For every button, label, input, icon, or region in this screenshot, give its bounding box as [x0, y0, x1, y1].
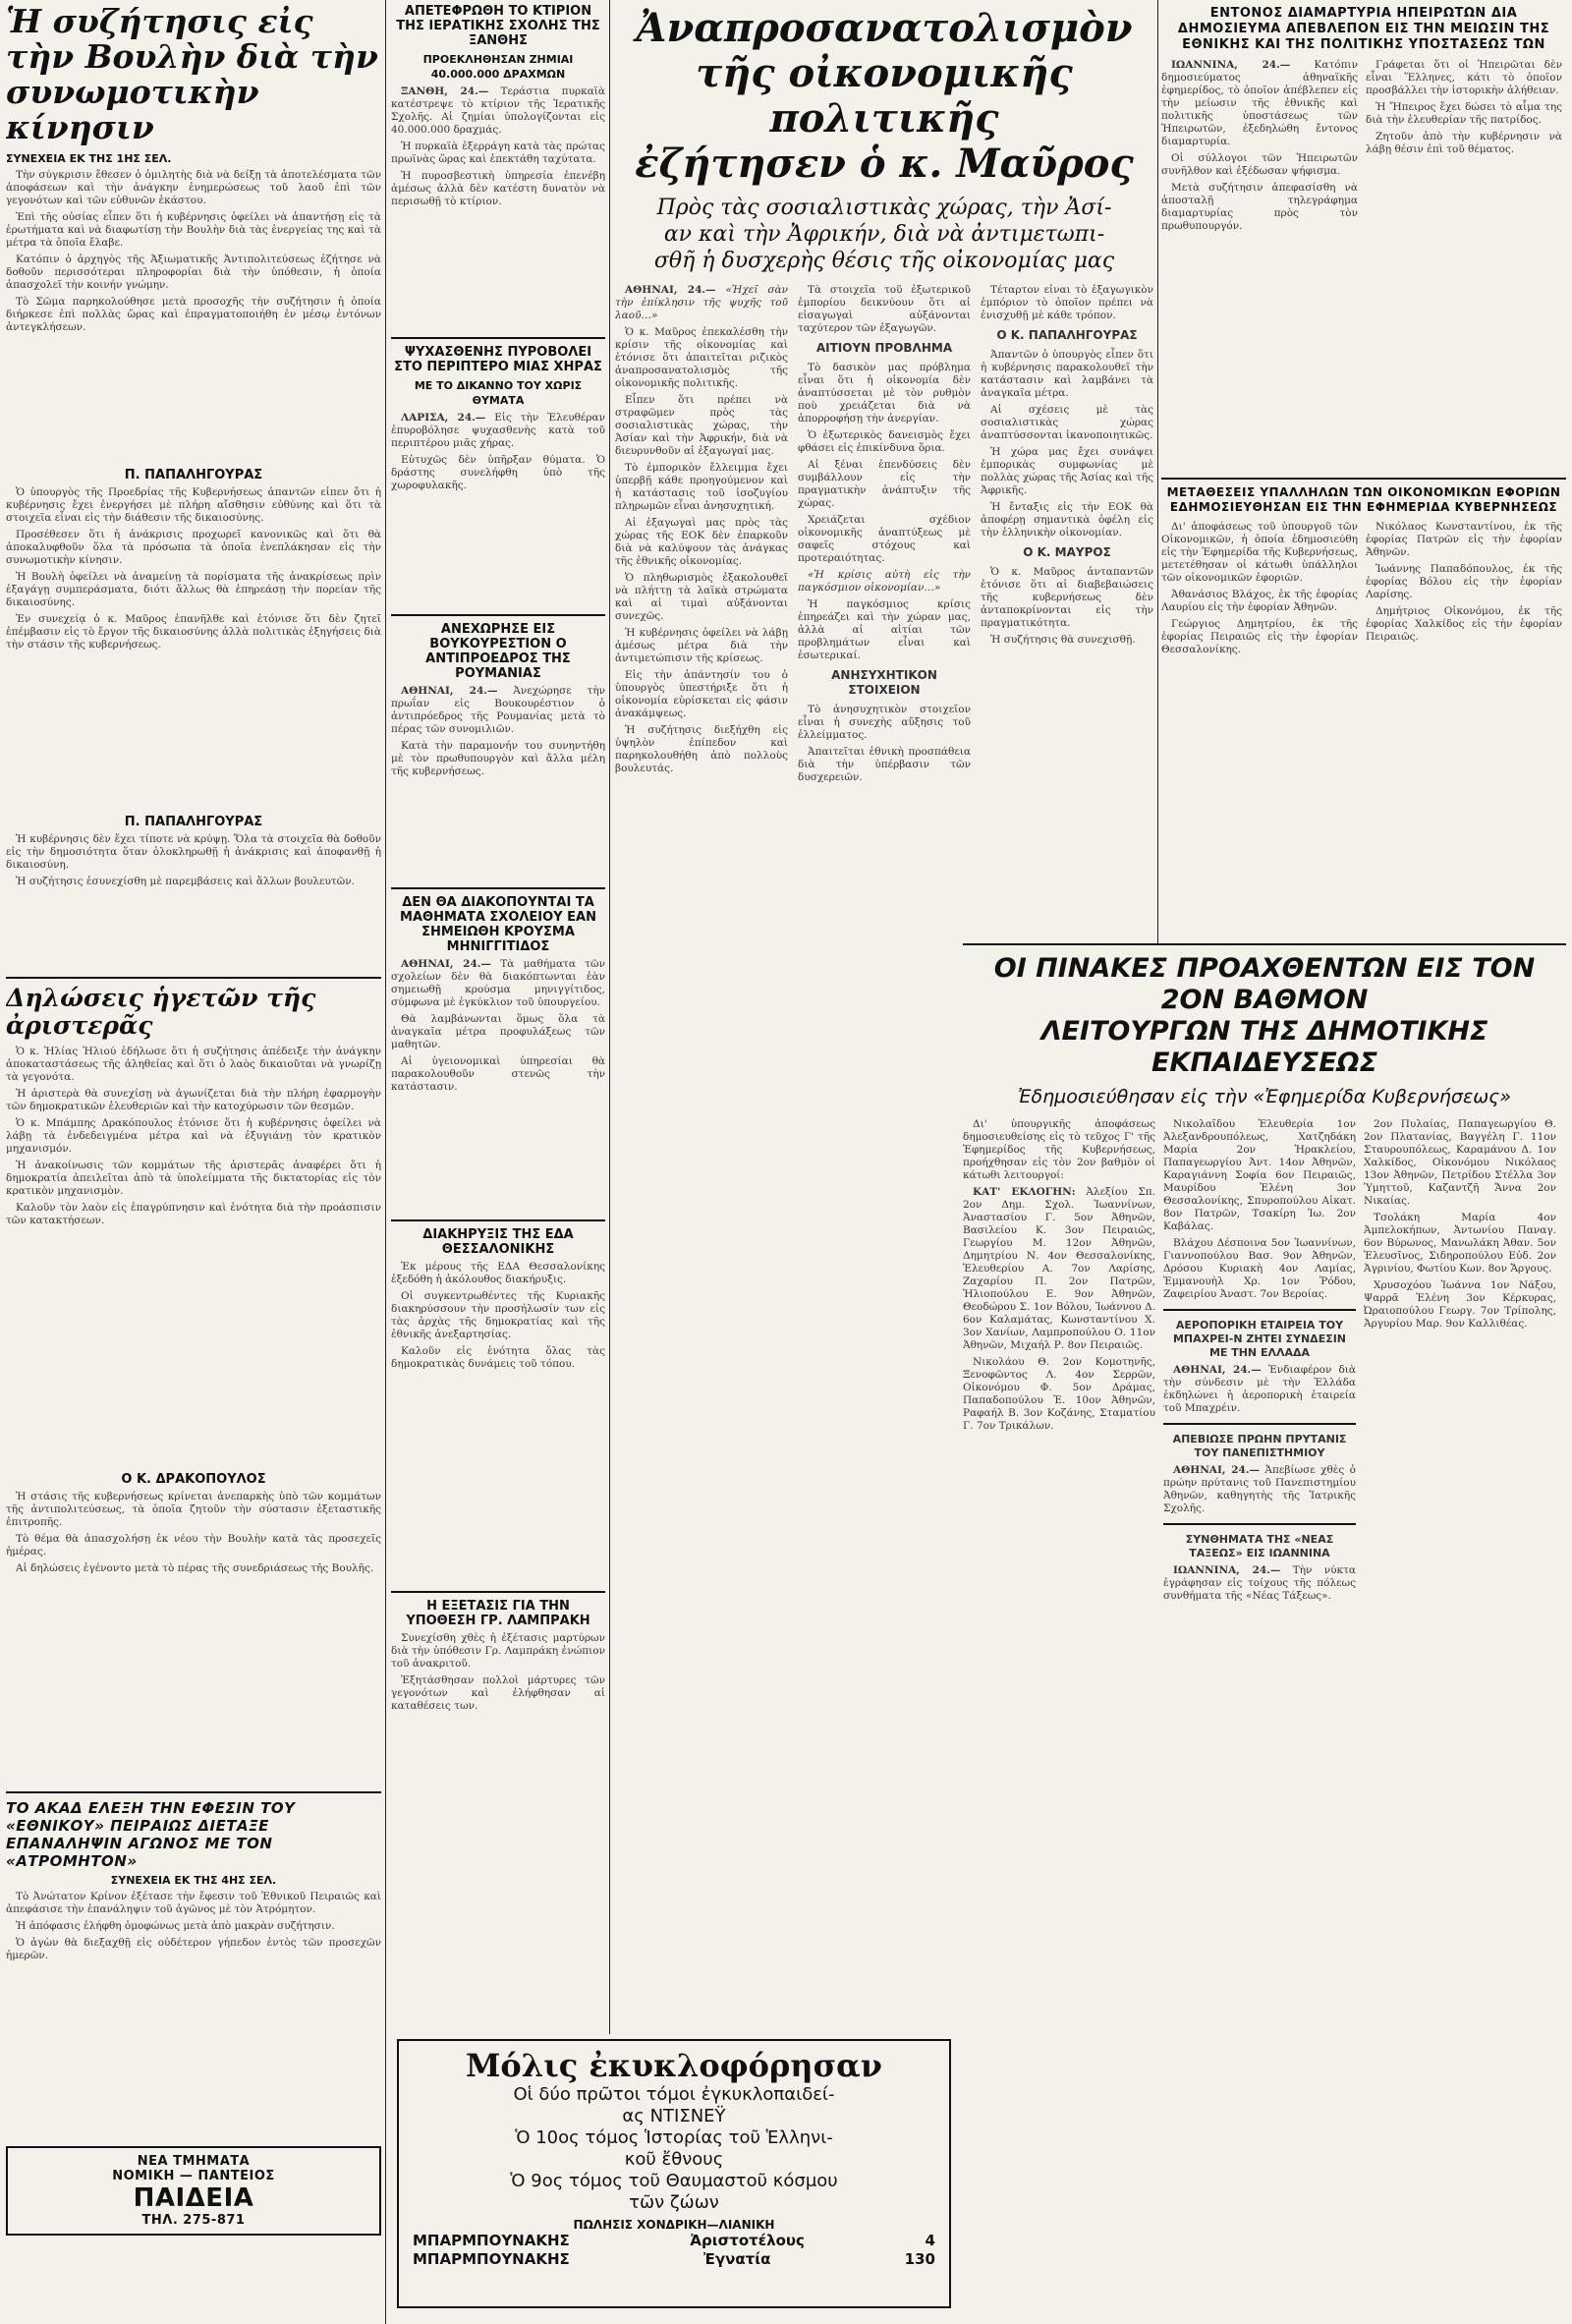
- book-ad-title: Μόλις ἐκυκλοφόρησαν: [466, 2047, 882, 2084]
- lambrakis-headline: Η ΕΞΕΤΑΣΙΣ ΓΙΑ ΤΗΝ ΥΠΟΘΕΣΗ ΓΡ. ΛΑΜΠΡΑΚΗ: [406, 1599, 590, 1628]
- rally-headline: ΣΥΝΘΗΜΑΤΑ ΤΗΣ «ΝΕΑΣ ΤΑΞΕΩΣ» ΕΙΣ ΙΩΑΝΝΙΝΑ: [1185, 1533, 1334, 1559]
- left-article-text-4: Ὁ κ. Ἠλίας Ἠλιού ἐδήλωσε ὅτι ἡ συζήτησις ἀπέδειξε τὴν ἀνάγκην ἀποκαταστάσεως τῆς ἀληθείας καὶ ὅτι ὁ λαὸς δικαιοῦται νὰ γνωρίζῃ τὰ γεγονότα. Ἡ ἀριστερὰ θὰ συνεχίσῃ νὰ ἀγωνίζεται διὰ τὴν πλήρη ἐφαρμογὴν τῶν δημοκρατικῶν ἐλευθεριῶν καὶ τὴν κατοχύρωσιν τῶν θεσμῶν. Ὁ κ. Μπάμπης Δρακόπουλος ἐτόνισε ὅτι ἡ κυβέρνησις ὀφείλει νὰ λάβῃ τὰ ἐνδεδειγμένα μέτρα καὶ νὰ ἐξυγιάνῃ τὸν κρατικὸν μηχανισμόν. Ἡ ἀνακοίνωσις τῶν κομμάτων τῆς ἀριστερᾶς ἀναφέρει ὅτι ἡ δημοκρατία ἀπειλεῖται ἀπὸ τὰ ὑπολείμματα τῆς δικτατορίας εἰς τὸν κρατικὸν μηχανισμὸν. Καλοῦν τὸν λαὸν εἰς ἐπαγρύπνησιν καὶ ἑνότητα διὰ τὴν προάσπισιν τῶν κατακτήσεων.: [6, 1046, 381, 1226]
- left-article-text-3: Ἡ κυβέρνησις δὲν ἔχει τίποτε νὰ κρύψῃ. Ὅλα τὰ στοιχεῖα θὰ δοθοῦν εἰς τὴν δημοσιότητα ὅταν ὁλοκληρωθῇ ἡ ἀνάκρισις καὶ ἀποφανθῇ ἡ δικαιοσύνη. Ἡ συζήτησις ἐσυνεχίσθη μὲ παρεμβάσεις καὶ ἄλλων βουλευτῶν.: [6, 833, 381, 887]
- fire-subhead: ΠΡΟΕΚΛΗΘΗΣΑΝ ΖΗΜΙΑΙ 40.000.000 ΔΡΑΧΜΩΝ: [422, 53, 574, 81]
- lambrakis-text: Συνεχίσθη χθὲς ἡ ἐξέτασις μαρτύρων διὰ τὴν ὑπόθεσιν Γρ. Λαμπράκη ἐνώπιον τοῦ ἀνακριτοῦ. Ἐξητάσθησαν πολλοὶ μάρτυρες τῶν γεγονότων καὶ ἐλήφθησαν αἱ καταθέσεις των.: [391, 1632, 605, 1712]
- right-top: [1161, 0, 1566, 943]
- promotion-list-col3: 2ον Πυλαίας, Παπαγεωργίου Θ. 2ον Πλατανίας, Βαγγέλη Γ. 11ον Σταυρουπόλεως, Καραμάνου Δ. 1ον Χαλκίδος, Οἰκονόμου Νικόλαος 13ον Ἀθηνῶν, Πετρίδου Στέλλα 3ον Ὑμηττοῦ, Καζαντζῆ Ἄννα 2ον Νικαίας. Τσολάκη Μαρία 4ον Ἀμπελοκήπων, Ἀντωνίου Παναγ. 6ον Βύρωνος, Μανωλάκη Ἀθαν. 5ον Ἐλευσῖνος, Σιδηροπούλου Εὐδ. 2ον Ἀγρινίου, Φωτίου Κων. 8ον Ἄργους. Χρυσοχόου Ἰωάννα 1ον Νάξου, Ψαρρᾶ Ἐλένη 3ον Κέρκυρας, Ὠραιοπούλου Γεωργ. 7ον Τρίπολης, Ἀργυρίου Μαρ. 9ον Καλλιθέας.: [1364, 1118, 1556, 1330]
- main-text-col3: Τέταρτον εἶναι τὸ ἐξαγωγικὸν ἐμπόριον τὸ ὁποῖον πρέπει νὰ ἐνισχυθῇ μὲ κάθε τρόπον. Ο Κ. ΠΑΠΑΛΗΓΟΥΡΑΣ Ἀπαντῶν ὁ ὑπουργὸς εἶπεν ὅτι ἡ κυβέρνησις παρακολουθεῖ τὴν κατάστασιν καὶ λαμβάνει τὰ ἀναγκαῖα μέτρα. Αἱ σχέσεις μὲ τὰς σοσιαλιστικὰς χώρας ἀναπτύσσονται ἱκανοποιητικῶς. Ἡ χώρα μας ἔχει συνάψει ἐμπορικὰς συμφωνίας μὲ πολλὰς χώρας τῆς Ἀσίας καὶ τῆς Ἀφρικῆς. Ἡ ἔνταξις εἰς τὴν ΕΟΚ θὰ ἀποφέρῃ σημαντικὰ ὀφέλη εἰς τὴν ἑλληνικὴν οἰκονομίαν. Ο Κ. ΜΑΥΡΟΣ Ὁ κ. Μαῦρος ἀνταπαντῶν ἐτόνισε ὅτι αἱ διαβεβαιώσεις τῆς κυβερνήσεως δὲν ἀνταποκρίνονται εἰς τὴν πραγματικότητα. Ἡ συζήτησις θὰ συνεχισθῇ.: [981, 284, 1153, 646]
- school-ad-line3: ΠΑΙΔΕΙΑ: [133, 2183, 254, 2213]
- rector-dateline: ΑΘΗΝΑΙ, 24.—: [1173, 1464, 1261, 1476]
- school-ad-line4: ΤΗΛ. 275-871: [141, 2213, 246, 2228]
- left-speaker-d: Ο Κ. ΔΡΑΚΟΠΟΥΛΟΣ: [121, 1472, 266, 1487]
- main-text-col2: Τὰ στοιχεῖα τοῦ ἐξωτερικοῦ ἐμπορίου δεικνύουν ὅτι αἱ εἰσαγωγαὶ αὐξάνονται ταχύτερον τῶν ἐξαγωγῶν. ΑΙΤΙΟΥΝ ΠΡΟΒΛΗΜΑ Τὸ δασικὸν μας πρόβλημα εἶναι ὅτι ἡ οἰκονομία δὲν ἀναπτύσσεται μὲ τὸν ρυθμὸν ποὺ χρειάζεται διὰ νὰ ἀπορροφήσῃ τὴν ἀνεργίαν. Ὁ ἐξωτερικὸς δανεισμὸς ἔχει φθάσει εἰς ἐπικίνδυνα ὅρια. Αἱ ξέναι ἐπενδύσεις δὲν συμβάλλουν εἰς τὴν πραγματικὴν ἀνάπτυξιν τῆς χώρας. Χρειάζεται σχέδιον οἰκονομικῆς ἀναπτύξεως μὲ σαφεῖς στόχους καὶ προτεραιότητας. «Ἡ κρίσις αὐτὴ εἰς τὴν παγκόσμιον οἰκονομίαν…» Ἡ παγκόσμιος κρίσις ἐπηρεάζει καὶ τὴν χώραν μας, ἀλλὰ αἱ αἰτίαι τῶν προβλημάτων εἶναι καὶ ἐσωτερικαί. ΑΝΗΣΥΧΗΤΙΚΟΝ ΣΤΟΙΧΕΙΟΝ Τὸ ἀνησυχητικὸν στοιχεῖον εἶναι ἡ συνεχὴς αὔξησις τοῦ ἐλλείμματος. Ἀπαιτεῖται ἐθνικὴ προσπάθεια διὰ τὴν ὑπέρβασιν τῶν δυσχερειῶν.: [798, 284, 971, 783]
- book-ad-shop2-no: 130: [904, 2250, 935, 2268]
- promotion-headline-line2: ΛΕΙΤΟΥΡΓΩΝ ΤΗΣ ΔΗΜΟΤΙΚΗΣ ΕΚΠΑΙΔΕΥΣΕΩΣ: [1040, 1016, 1488, 1078]
- transfers-text-col1: Δι' ἀποφάσεως τοῦ ὑπουργοῦ τῶν Οἰκονομικῶν, ἡ ὁποία ἐδημοσιεύθη εἰς τὴν Ἐφημερίδα τῆς Κυβερνήσεως, μετετέθησαν οἱ κάτωθι ὑπάλληλοι τῶν οἰκονομικῶν ἐφοριῶν. Ἀθανάσιος Βλάχος, ἐκ τῆς ἐφορίας Λαυρίου εἰς τὴν ἐφορίαν Ἀθηνῶν. Γεώργιος Δημητρίου, ἐκ τῆς ἐφορίας Πειραιῶς εἰς τὴν ἐφορίαν Θεσσαλονίκης.: [1161, 521, 1358, 655]
- romania-headline: ΑΝΕΧΩΡΗΣΕ ΕΙΣ ΒΟΥΚΟΥΡΕΣΤΙΟΝ Ο ΑΝΤΙΠΡΟΕΔΡΟΣ ΤΗΣ ΡΟΥΜΑΝΙΑΣ: [425, 622, 571, 681]
- promotion-section: [963, 943, 1566, 2324]
- fire-dateline: ΞΑΝΘΗ, 24.—: [401, 85, 489, 97]
- transfers-headline: ΜΕΤΑΘΕΣΕΙΣ ΥΠΑΛΛΗΛΩΝ ΤΩΝ ΟΙΚΟΝΟΜΙΚΩΝ ΕΦΟΡΙΩΝ ΕΔΗΜΟΣΙΕΥΘΗΣΑΝ ΕΙΣ ΤΗΝ ΕΦΗΜΕΡΙΔΑ ΚΥΒΕΡΝΗΣΕΩΣ: [1166, 485, 1561, 514]
- transfers-text-col2: Νικόλαος Κωνσταντίνου, ἐκ τῆς ἐφορίας Πατρῶν εἰς τὴν ἐφορίαν Ἀθηνῶν. Ἰωάννης Παπαδόπουλος, ἐκ τῆς ἐφορίας Βόλου εἰς τὴν ἐφορίαν Λαρίσης. Δημήτριος Οἰκονόμου, ἐκ τῆς ἐφορίας Χαλκίδος εἰς τὴν ἐφορίαν Πειραιῶς.: [1366, 521, 1562, 643]
- second-column: [391, 0, 605, 2324]
- main-text-col1: ΑΘΗΝΑΙ, 24.— «Ἡχεῖ σὰν τὴν ἐπίκλησιν τῆς ψυχῆς τοῦ λαοῦ…» Ὁ κ. Μαῦρος ἐπεκαλέσθη τὴν κρίσιν τῆς οἰκονομίας καὶ ἐτόνισε ὅτι ἀπαιτεῖται ριζικὸς ἀναπροσανατολισμὸς τῆς οἰκονομικῆς πολιτικῆς. Εἶπεν ὅτι πρέπει νὰ στραφῶμεν πρὸς τὰς σοσιαλιστικὰς χώρας, τὴν Ἀσίαν καὶ τὴν Ἀφρικήν, διὰ νὰ διευρυνθοῦν αἱ ἐξαγωγαί μας. Τὸ ἐμπορικὸν ἔλλειμμα ἔχει ὑπερβῇ κάθε προηγούμενον καὶ ἡ κατάστασις τοῦ ἰσοζυγίου πληρωμῶν εἶναι ἀνησυχητική. Αἱ ἐξαγωγαὶ μας πρὸς τὰς χώρας τῆς ΕΟΚ δὲν ἐπαρκοῦν διὰ νὰ καλύψουν τὰς ἀνάγκας τῆς ἐθνικῆς οἰκονομίας. Ὁ πληθωρισμὸς ἐξακολουθεῖ νὰ πλήττῃ τὰ λαϊκὰ στρώματα καὶ αἱ τιμαὶ αὐξάνονται συνεχῶς. Ἡ κυβέρνησις ὀφείλει νὰ λάβῃ ἀμέσως μέτρα διὰ τὴν ἀντιμετώπισιν τῆς κρίσεως. Εἰς τὴν ἀπάντησίν του ὁ ὑπουργὸς ὑπεστήριξε ὅτι ἡ οἰκονομία εὑρίσκεται εἰς φάσιν ἀνακάμψεως. Ἡ συζήτησις διεξήχθη εἰς ὑψηλὸν ἐπίπεδον καὶ παρηκολουθήθη ἀπὸ πολλοὺς βουλευτάς.: [615, 284, 788, 774]
- book-ad-line5: Ὁ 9ος τόμος τοῦ Θαυμαστοῦ κόσμου: [510, 2171, 838, 2191]
- book-ad-shop1: [399, 2232, 949, 2250]
- sport-tag: ΣΥΝΕΧΕΙΑ ΕΚ ΤΗΣ 4ΗΣ ΣΕΛ.: [110, 1874, 277, 1887]
- sport-text: Τὸ Ἀνώτατον Κρίνον ἐξέτασε τὴν ἔφεσιν τοῦ Ἐθνικοῦ Πειραιῶς καὶ ἀπεφάσισε τὴν ἐπανάληψιν τοῦ ἀγῶνος μὲ τὸν Ἀτρόμητον. Ἡ ἀπόφασις ἐλήφθη ὁμοφώνως μετὰ ἀπὸ μακρὰν συζήτησιν. Ὁ ἀγὼν θὰ διεξαχθῇ εἰς οὐδέτερον γήπεδον ἐντὸς τῶν προσεχῶν ἡμερῶν.: [6, 1891, 381, 1961]
- fire-headline: ΑΠΕΤΕΦΡΩΘΗ ΤΟ ΚΤΙΡΙΟΝ ΤΗΣ ΙΕΡΑΤΙΚΗΣ ΣΧΟΛΗΣ ΤΗΣ ΞΑΝΘΗΣ: [396, 4, 600, 48]
- book-ad-shop2-addr: Ἐγνατία: [703, 2250, 771, 2268]
- epirus-headline: ΕΝΤΟΝΟΣ ΔΙΑΜΑΡΤΥΡΙΑ ΗΠΕΙΡΩΤΩΝ ΔΙΑ ΔΗΜΟΣΙΕΥΜΑ ΑΠΕΒΛΕΠΟΝ ΕΙΣ ΤΗΝ ΜΕΙΩΣΙΝ ΤΗΣ ΕΘΝΙΚΗΣ ΚΑΙ ΤΗΣ ΠΟΛΙΤΙΚΗΣ ΥΠΟΣΤΑΣΕΩΣ ΤΩΝ: [1177, 6, 1550, 52]
- book-ad-shop2: [399, 2250, 949, 2269]
- school-text: ΑΘΗΝΑΙ, 24.— Τὰ μαθήματα τῶν σχολείων δὲν θὰ διακόπτωνται ἐὰν σημειωθῇ κρούσμα μηνιγγίτιδος, σύμφωνα μὲ ἐγκύκλιον τοῦ ὑπουργείου. Θὰ λαμβάνωνται ὅμως ὅλα τὰ ἀναγκαῖα μέτρα προφυλάξεως τῶν μαθητῶν. Αἱ ὑγειονομικαὶ ὑπηρεσίαι θὰ παρακολουθοῦν στενῶς τὴν κατάστασιν.: [391, 958, 605, 1093]
- book-ad-line2: ας ΝΤΙΣΝΕΫ: [622, 2106, 726, 2126]
- eda-text: Ἐκ μέρους τῆς ΕΔΑ Θεσσαλονίκης ἐξεδόθη ἡ ἀκόλουθος διακήρυξις. Οἱ συγκεντρωθέντες τῆς Κυριακῆς διακηρύσσουν τὴν προσήλωσίν των εἰς τὰς ἀρχὰς τῆς δημοκρατίας καὶ τῆς ἐθνικῆς ἀνεξαρτησίας. Καλοῦν εἰς ἑνότητα ὅλας τὰς δημοκρατικὰς δυνάμεις τοῦ τόπου.: [391, 1261, 605, 1370]
- main-headline-line1: Ἀναπροσανατολισμὸν: [636, 5, 1133, 51]
- school-headline: ΔΕΝ ΘΑ ΔΙΑΚΟΠΟΥΝΤΑΙ ΤΑ ΜΑΘΗΜΑΤΑ ΣΧΟΛΕΙΟΥ ΕΑΝ ΣΗΜΕΙΩΘΗ ΚΡΟΥΣΜΑ ΜΗΝΙΓΓΙΤΙΔΟΣ: [400, 895, 596, 954]
- book-ad-line3: Ὁ 10ος τόμος Ἱστορίας τοῦ Ἑλληνι-: [515, 2127, 833, 2148]
- school-dateline: ΑΘΗΝΑΙ, 24.—: [401, 958, 491, 970]
- left-lead-tag: ΣΥΝΕΧΕΙΑ ΕΚ ΤΗΣ 1ΗΣ ΣΕΛ.: [6, 152, 172, 165]
- shooting-dateline: ΛΑΡΙΣΑ, 24.—: [401, 412, 486, 424]
- left-article-text-5: Ἡ στάσις τῆς κυβερνήσεως κρίνεται ἀνεπαρκὴς ὑπὸ τῶν κομμάτων τῆς ἀντιπολιτεύσεως, τὰ ὁποῖα ζητοῦν τὴν σύστασιν ἐξεταστικῆς ἐπιτροπῆς. Τὸ θέμα θὰ ἀπασχολήσῃ ἐκ νέου τὴν Βουλὴν κατὰ τὰς προσεχεῖς ἡμέρας. Αἱ δηλώσεις ἐγένοντο μετὰ τὸ πέρας τῆς συνεδριάσεως τῆς Βουλῆς.: [6, 1491, 381, 1574]
- main-headline-line3: ἐζήτησεν ὁ κ. Μαῦρος: [635, 141, 1134, 187]
- promotion-list-tag: ΚΑΤ' ΕΚΛΟΓΗΝ:: [973, 1186, 1076, 1198]
- promotion-headline-line1: ΟΙ ΠΙΝΑΚΕΣ ΠΡΟΑΧΘΕΝΤΩΝ ΕΙΣ ΤΟΝ 2ΟΝ ΒΑΘΜΟΝ: [993, 953, 1536, 1015]
- main-lead-quote: «Ἡχεῖ σὰν τὴν ἐπίκλησιν τῆς ψυχῆς τοῦ λαοῦ…»: [615, 284, 788, 321]
- main-box-head-2: ΑΝΗΣΥΧΗΤΙΚΟΝ ΣΤΟΙΧΕΙΟΝ: [831, 668, 937, 697]
- main-dateline: ΑΘΗΝΑΙ, 24.—: [625, 284, 716, 296]
- promotion-list-col1: Δι' ὑπουργικῆς ἀποφάσεως δημοσιευθείσης εἰς τὸ τεῦχος Γ' τῆς Ἐφημερίδος τῆς Κυβερνήσεως, προήχθησαν εἰς τὸν 2ον βαθμὸν οἱ κάτωθι λειτουργοί: ΚΑΤ' ΕΚΛΟΓΗΝ: Ἀλεξίου Σπ. 2ον Δημ. Σχολ. Ἰωαννίνων, Ἀναστασίου Γ. 5ον Ἀθηνῶν, Βασιλείου Κ. 3ον Πειραιῶς, Γεωργίου Μ. 12ον Ἀθηνῶν, Δημητρίου Ν. 4ον Θεσσαλονίκης, Ἐλευθερίου Α. 7ον Λαρίσης, Ζαχαρίου Π. 2ον Πατρῶν, Ἠλιοπούλου Ε. 9ον Ἀθηνῶν, Θεοδώρου Σ. 1ον Βόλου, Ἰωάννου Δ. 6ον Καλαμάτας, Κωνσταντίνου Χ. 3ον Χανίων, Λαμπροπούλου Ο. 11ον Ἀθηνῶν, Μιχαήλ Ρ. 8ον Πειραιῶς. Νικολάου Θ. 2ον Κομοτηνῆς, Ξενοφῶντος Λ. 4ον Σερρῶν, Οἰκονόμου Φ. 5ον Δράμας, Παπαδοπούλου Ἑ. 10ον Ἀθηνῶν, Ραφαήλ Β. 3ον Κοζάνης, Σταματίου Γ. 7ον Τρικάλων.: [963, 1118, 1155, 1432]
- left-speaker-c: Π. ΠΑΠΑΛΗΓΟΥΡΑΣ: [124, 815, 263, 829]
- book-ad-line6: τῶν ζώων: [629, 2192, 719, 2213]
- main-speaker: Ο Κ. ΠΑΠΑΛΗΓΟΥΡΑΣ: [996, 328, 1138, 342]
- shooting-subhead: ΜΕ ΤΟ ΔΙΚΑΝΝΟ ΤΟΥ ΧΩΡΙΣ ΘΥΜΑΤΑ: [414, 379, 583, 407]
- left-headline: Ἡ συζήτησις εἰς τὴν Βουλὴν διὰ τὴν συνωμοτικὴν κίνησιν: [6, 2, 378, 146]
- epirus-text-col1: ΙΩΑΝΝΙΝΑ, 24.— Κατόπιν δημοσιεύματος ἀθηναϊκῆς ἐφημερίδος, τὸ ὁποῖον ἀπέβλεπεν εἰς τὴν μείωσιν τῆς ἐθνικῆς καὶ πολιτικῆς ὑποστάσεως τῶν Ἠπειρωτῶν, ἐξεδηλώθη ἔντονος διαμαρτυρία. Οἱ σύλλογοι τῶν Ἠπειρωτῶν συνῆλθον καὶ ἐξέδωσαν ψήφισμα. Μετὰ συζήτησιν ἀπεφασίσθη νὰ ἀποσταλῇ τηλεγράφημα διαμαρτυρίας πρὸς τὸν πρωθυπουργόν.: [1161, 59, 1358, 232]
- main-deck-line3: σθῆ ἡ δυσχερὴς θέσις τῆς οἰκονομίας μας: [653, 249, 1115, 273]
- left-column: [6, 0, 381, 2324]
- left-subhead: Δηλώσεις ἡγετῶν τῆς ἀριστερᾶς: [6, 984, 316, 1040]
- airline-dateline: ΑΘΗΝΑΙ, 24.—: [1173, 1364, 1262, 1376]
- school-ad-line2: ΝΟΜΙΚΗ — ΠΑΝΤΕΙΟΣ: [112, 2169, 275, 2183]
- book-ad: [397, 2039, 951, 2308]
- book-ad-shop1-name: ΜΠΑΡΜΠΟΥΝΑΚΗΣ: [413, 2232, 570, 2249]
- promotion-deck: Ἐδημοσιεύθησαν εἰς τὴν «Ἐφημερίδα Κυβερνήσεως»: [1017, 1086, 1512, 1107]
- left-article-text-1: Τὴν σύγκρισιν ἔθεσεν ὁ ὁμιλητὴς διὰ νὰ δείξῃ τὰ ἀποτελέσματα τῶν ἀποφάσεων καὶ τὴν ἀνάγκην ἐνημερώσεως τοῦ λαοῦ ἐπὶ τῶν γεγονότων καὶ τῶν εὐθυνῶν ἑκάστου. Ἐπὶ τῆς οὐσίας εἶπεν ὅτι ἡ κυβέρνησις ὀφείλει νὰ ἀπαντήσῃ εἰς τὰ ἐρωτήματα καὶ νὰ διαφωτίσῃ τὴν Βουλὴν διὰ τὰς ἐνεργείας της καὶ τὰ μέτρα τὰ ὁποῖα ἔλαβε. Κατόπιν ὁ ἀρχηγὸς τῆς Ἀξιωματικῆς Ἀντιπολιτεύσεως ἐζήτησε νὰ δοθοῦν περισσότεραι πληροφορίαι διὰ τὴν ὑπόθεσιν, ἡ ὁποία ἀπασχολεῖ τὴν κοινήν γνώμην. Τὸ Σῶμα παρηκολούθησε μετὰ προσοχῆς τὴν συζήτησιν ἡ ὁποία διήρκεσε ἐπὶ πολλὰς ὥρας καὶ ἐπραγματοποιήθη ἐν μέσῳ ἐντόνων ἀντεγκλήσεων.: [6, 169, 381, 333]
- rally-dateline: ΙΩΑΝΝΙΝΑ, 24.—: [1173, 1564, 1281, 1576]
- book-ad-seller: ΠΩΛΗΣΙΣ ΧΟΝΔΡΙΚΗ—ΛΙΑΝΙΚΗ: [573, 2218, 775, 2232]
- airline-headline: ΑΕΡΟΠΟΡΙΚΗ ΕΤΑΙΡΕΙΑ ΤΟΥ ΜΠΑΧΡΕΙ-Ν ΖΗΤΕΙ ΣΥΝΔΕΣΙΝ ΜΕ ΤΗΝ ΕΛΛΑΔΑ: [1172, 1319, 1347, 1359]
- school-ad-line1: ΝΕΑ ΤΜΗΜΑΤΑ: [137, 2154, 251, 2169]
- main-deck-line1: Πρὸς τὰς σοσιαλιστικὰς χώρας, τὴν Ἀσί-: [656, 196, 1112, 220]
- sport-headline: ΤΟ ΑΚΑΔ ΕΛΕΞΗ ΤΗΝ ΕΦΕΣΙΝ ΤΟΥ «ΕΘΝΙΚΟΥ» ΠΕΙΡΑΙΩΣ ΔΙΕΤΑΞΕ ΕΠΑΝΑΛΗΨΙΝ ΑΓΩΝΟΣ ΜΕ ΤΟΝ «ΑΤΡΟΜΗΤΟΝ»: [6, 1799, 296, 1870]
- promotion-list-col2: Νικολαΐδου Ἐλευθερία 1ον Ἀλεξανδρουπόλεως, Χατζηδάκη Μαρία 2ον Ἡρακλείου, Παπαγεωργίου Ἀντ. 14ον Ἀθηνῶν, Καραγιάννη Σοφία 6ον Πειραιῶς, Μαυρίδου Ἑλένη 3ον Θεσσαλονίκης, Σπυροπούλου Αἰκατ. 8ον Πατρῶν, Τσακίρη Ἰω. 2ον Καβάλας. Βλάχου Δέσποινα 5ον Ἰωαννίνων, Γιαννοπούλου Βασ. 9ον Ἀθηνῶν, Δρόσου Κυριακὴ 4ον Λαμίας, Ἐμμανουὴλ Χρ. 1ον Ῥόδου, Ζαφειρίου Ἀναστ. 7ον Βεροίας. ΑΕΡΟΠΟΡΙΚΗ ΕΤΑΙΡΕΙΑ ΤΟΥ ΜΠΑΧΡΕΙ-Ν ΖΗΤΕΙ ΣΥΝΔΕΣΙΝ ΜΕ ΤΗΝ ΕΛΛΑΔΑ ΑΘΗΝΑΙ, 24.— Ἐνδιαφέρον διὰ τὴν σύνδεσιν μὲ τὴν Ἑλλάδα ἐκδηλώνει ἡ ἀεροπορικὴ ἑταιρεία τοῦ Μπαχρέιν. ΑΠΕΒΙΩΣΕ ΠΡΩΗΝ ΠΡΥΤΑΝΙΣ ΤΟΥ ΠΑΝΕΠΙΣΤΗΜΙΟΥ ΑΘΗΝΑΙ, 24.— Ἀπεβίωσε χθὲς ὁ πρώην πρύτανις τοῦ Πανεπιστημίου Ἀθηνῶν, καθηγητὴς τῆς Ἰατρικῆς Σχολῆς. ΣΥΝΘΗΜΑΤΑ ΤΗΣ «ΝΕΑΣ ΤΑΞΕΩΣ» ΕΙΣ ΙΩΑΝΝΙΝΑ ΙΩΑΝΝΙΝΑ, 24.— Τὴν νύκτα ἐγράφησαν εἰς τοίχους τῆς πόλεως συνθήματα τῆς «Νέας Τάξεως».: [1163, 1118, 1356, 1602]
- rector-headline: ΑΠΕΒΙΩΣΕ ΠΡΩΗΝ ΠΡΥΤΑΝΙΣ ΤΟΥ ΠΑΝΕΠΙΣΤΗΜΙΟΥ: [1172, 1433, 1347, 1459]
- main-deck-line2: αν καὶ τὴν Ἀφρικήν, διὰ νὰ ἀντιμετωπι-: [663, 222, 1105, 247]
- school-ad: [6, 2146, 381, 2236]
- left-article-text-2: Ὁ ὑπουργὸς τῆς Προεδρίας τῆς Κυβερνήσεως ἀπαντῶν εἶπεν ὅτι ἡ κυβέρνησις ἔχει ἐνεργήσει μὲ πλήρη αἴσθησιν εὐθύνης καὶ ὅτι τὰ στοιχεῖα εἶναι εἰς τὴν διάθεσιν τῆς δικαιοσύνης. Προσέθεσεν ὅτι ἡ ἀνάκρισις προχωρεῖ κανονικῶς καὶ ὅτι θὰ ἀποκαλυφθοῦν ὅλα τὰ πρόσωπα τὰ ὁποῖα ἐνεπλάκησαν εἰς τὴν συνωμοτικὴν κίνησιν. Ἡ Βουλὴ ὀφείλει νὰ ἀναμείνῃ τὰ πορίσματα τῆς ἀνακρίσεως πρὶν ἐξαγάγῃ συμπεράσματα, διότι ἄλλως θὰ ἐπηρεάσῃ τὴν πορείαν τῆς δικαιοσύνης. Ἐν συνεχείᾳ ὁ κ. Μαῦρος ἐπανῆλθε καὶ ἐτόνισε ὅτι δὲν ζητεῖ ἐπέμβασιν εἰς τὸ ἔργον τῆς δικαιοσύνης ἀλλὰ πολιτικὰς ἐξηγήσεις διὰ τὴν στάσιν τῆς κυβερνήσεως.: [6, 486, 381, 651]
- book-ad-line1: Οἱ δύο πρῶτοι τόμοι ἐγκυκλοπαιδεί-: [513, 2084, 835, 2105]
- book-ad-shop2-name: ΜΠΑΡΜΠΟΥΝΑΚΗΣ: [413, 2250, 570, 2268]
- main-headline-line2: τῆς οἰκονομικῆς πολιτικῆς: [696, 50, 1073, 142]
- eda-headline: ΔΙΑΚΗΡΥΞΙΣ ΤΗΣ ΕΔΑ ΘΕΣΣΑΛΟΝΙΚΗΣ: [422, 1227, 574, 1257]
- epirus-text-col2: Γράφεται ὅτι οἱ Ἠπειρῶται δὲν εἶναι Ἕλληνες, κάτι τὸ ὁποῖον προσβάλλει τὴν ἱστορικὴν ἀλήθειαν. Ἡ Ἤπειρος ἔχει δώσει τὸ αἷμα της διὰ τὴν ἐλευθερίαν τῆς πατρίδος. Ζητοῦν ἀπὸ τὴν κυβέρνησιν νὰ λάβῃ θέσιν ἐπὶ τοῦ θέματος.: [1366, 59, 1562, 155]
- book-ad-shop1-no: 4: [925, 2232, 935, 2249]
- romania-text: ΑΘΗΝΑΙ, 24.— Ἀνεχώρησε τὴν πρωΐαν εἰς Βουκουρέστιον ὁ ἀντιπρόεδρος τῆς Ρουμανίας μετὰ τὸ πέρας τῶν συνομιλιῶν. Κατὰ τὴν παραμονήν του συνηντήθη μὲ τὸν πρωθυπουργὸν καὶ ἄλλα μέλη τῆς κυβερνήσεως.: [391, 685, 605, 777]
- main-quote-sub: «Ἡ κρίσις αὐτὴ εἰς τὴν παγκόσμιον οἰκονομίαν…»: [798, 569, 971, 594]
- book-ad-line4: κοῦ ἔθνους: [624, 2149, 724, 2170]
- romania-dateline: ΑΘΗΝΑΙ, 24.—: [401, 685, 498, 697]
- left-speaker-a: Π. ΠΑΠΑΛΗΓΟΥΡΑΣ: [124, 468, 263, 482]
- main-box-head: ΑΙΤΙΟΥΝ ΠΡΟΒΛΗΜΑ: [815, 341, 953, 355]
- fire-text: ΞΑΝΘΗ, 24.— Τεράστια πυρκαϊὰ κατέστρεψε τὸ κτίριον τῆς Ἱερατικῆς Σχολῆς. Αἱ ζημίαι ὑπολογίζονται εἰς 40.000.000 δραχμάς. Ἡ πυρκαϊὰ ἐξερράγη κατὰ τὰς πρώτας πρωϊνὰς ὥρας καὶ ἐπεκτάθη ταχύτατα. Ἡ πυροσβεστικὴ ὑπηρεσία ἐπενέβη ἀμέσως ἀλλὰ δὲν κατέστη δυνατὸν νὰ περισωθῇ τὸ κτίριον.: [391, 85, 605, 207]
- shooting-text: ΛΑΡΙΣΑ, 24.— Εἰς τὴν Ἐλευθέραν ἐπυροβόλησε ψυχασθενὴς κατὰ τοῦ περιπτέρου μιᾶς χήρας. Εὐτυχῶς δὲν ὑπῆρξαν θύματα. Ὁ δράστης συνελήφθη ὑπὸ τῆς χωροφυλακῆς.: [391, 412, 605, 491]
- main-sign-off: Ο Κ. ΜΑΥΡΟΣ: [1023, 545, 1111, 559]
- epirus-dateline: ΙΩΑΝΝΙΝΑ, 24.—: [1171, 59, 1291, 71]
- shooting-headline: ΨΥΧΑΣΘΕΝΗΣ ΠΥΡΟΒΟΛΕΙ ΣΤΟ ΠΕΡΙΠΤΕΡΟ ΜΙΑΣ ΧΗΡΑΣ: [394, 345, 602, 374]
- book-ad-shop1-addr: Ἀριστοτέλους: [690, 2232, 805, 2249]
